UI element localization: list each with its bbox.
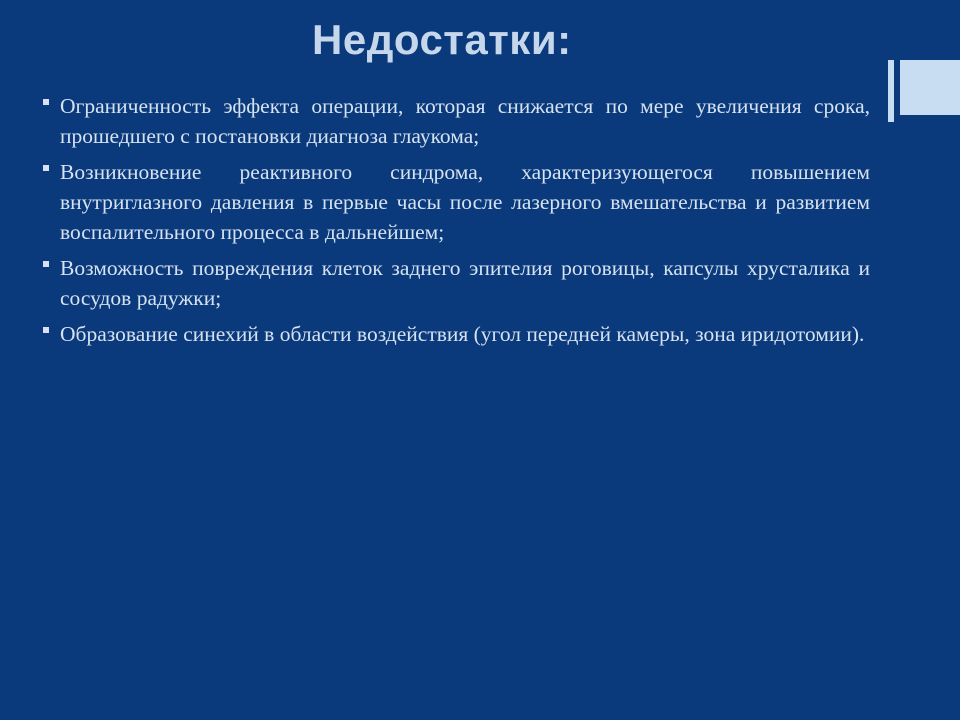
decorative-thin-bar: [888, 60, 894, 122]
bullet-text: Ограниченность эффекта операции, которая снижается по мере увеличения срока, прошедшего с постановки диагноза глаукома;: [60, 94, 870, 148]
square-bullet-icon: [43, 165, 49, 171]
square-bullet-icon: [43, 327, 49, 333]
bullet-text: Возможность повреждения клеток заднего эпителия роговицы, капсулы хрусталика и сосудов радужки;: [60, 256, 870, 310]
bullet-item: [42, 253, 870, 313]
bullet-item: [42, 91, 870, 151]
bullet-text: Возникновение реактивного синдрома, характеризующегося повышением внутриглазного давления в первые часы после лазерного вмешательства и развитием воспалительного процесса в дальнейшем;: [60, 160, 870, 244]
bullet-item: [42, 319, 870, 349]
bullet-list: [42, 91, 870, 355]
square-bullet-icon: [43, 99, 49, 105]
bullet-text: Образование синехий в области воздействия (угол передней камеры, зона иридотомии).: [60, 322, 865, 346]
decorative-block: [900, 60, 960, 115]
slide-title: Недостатки:: [312, 16, 572, 63]
bullet-item: [42, 157, 870, 247]
square-bullet-icon: [43, 261, 49, 267]
